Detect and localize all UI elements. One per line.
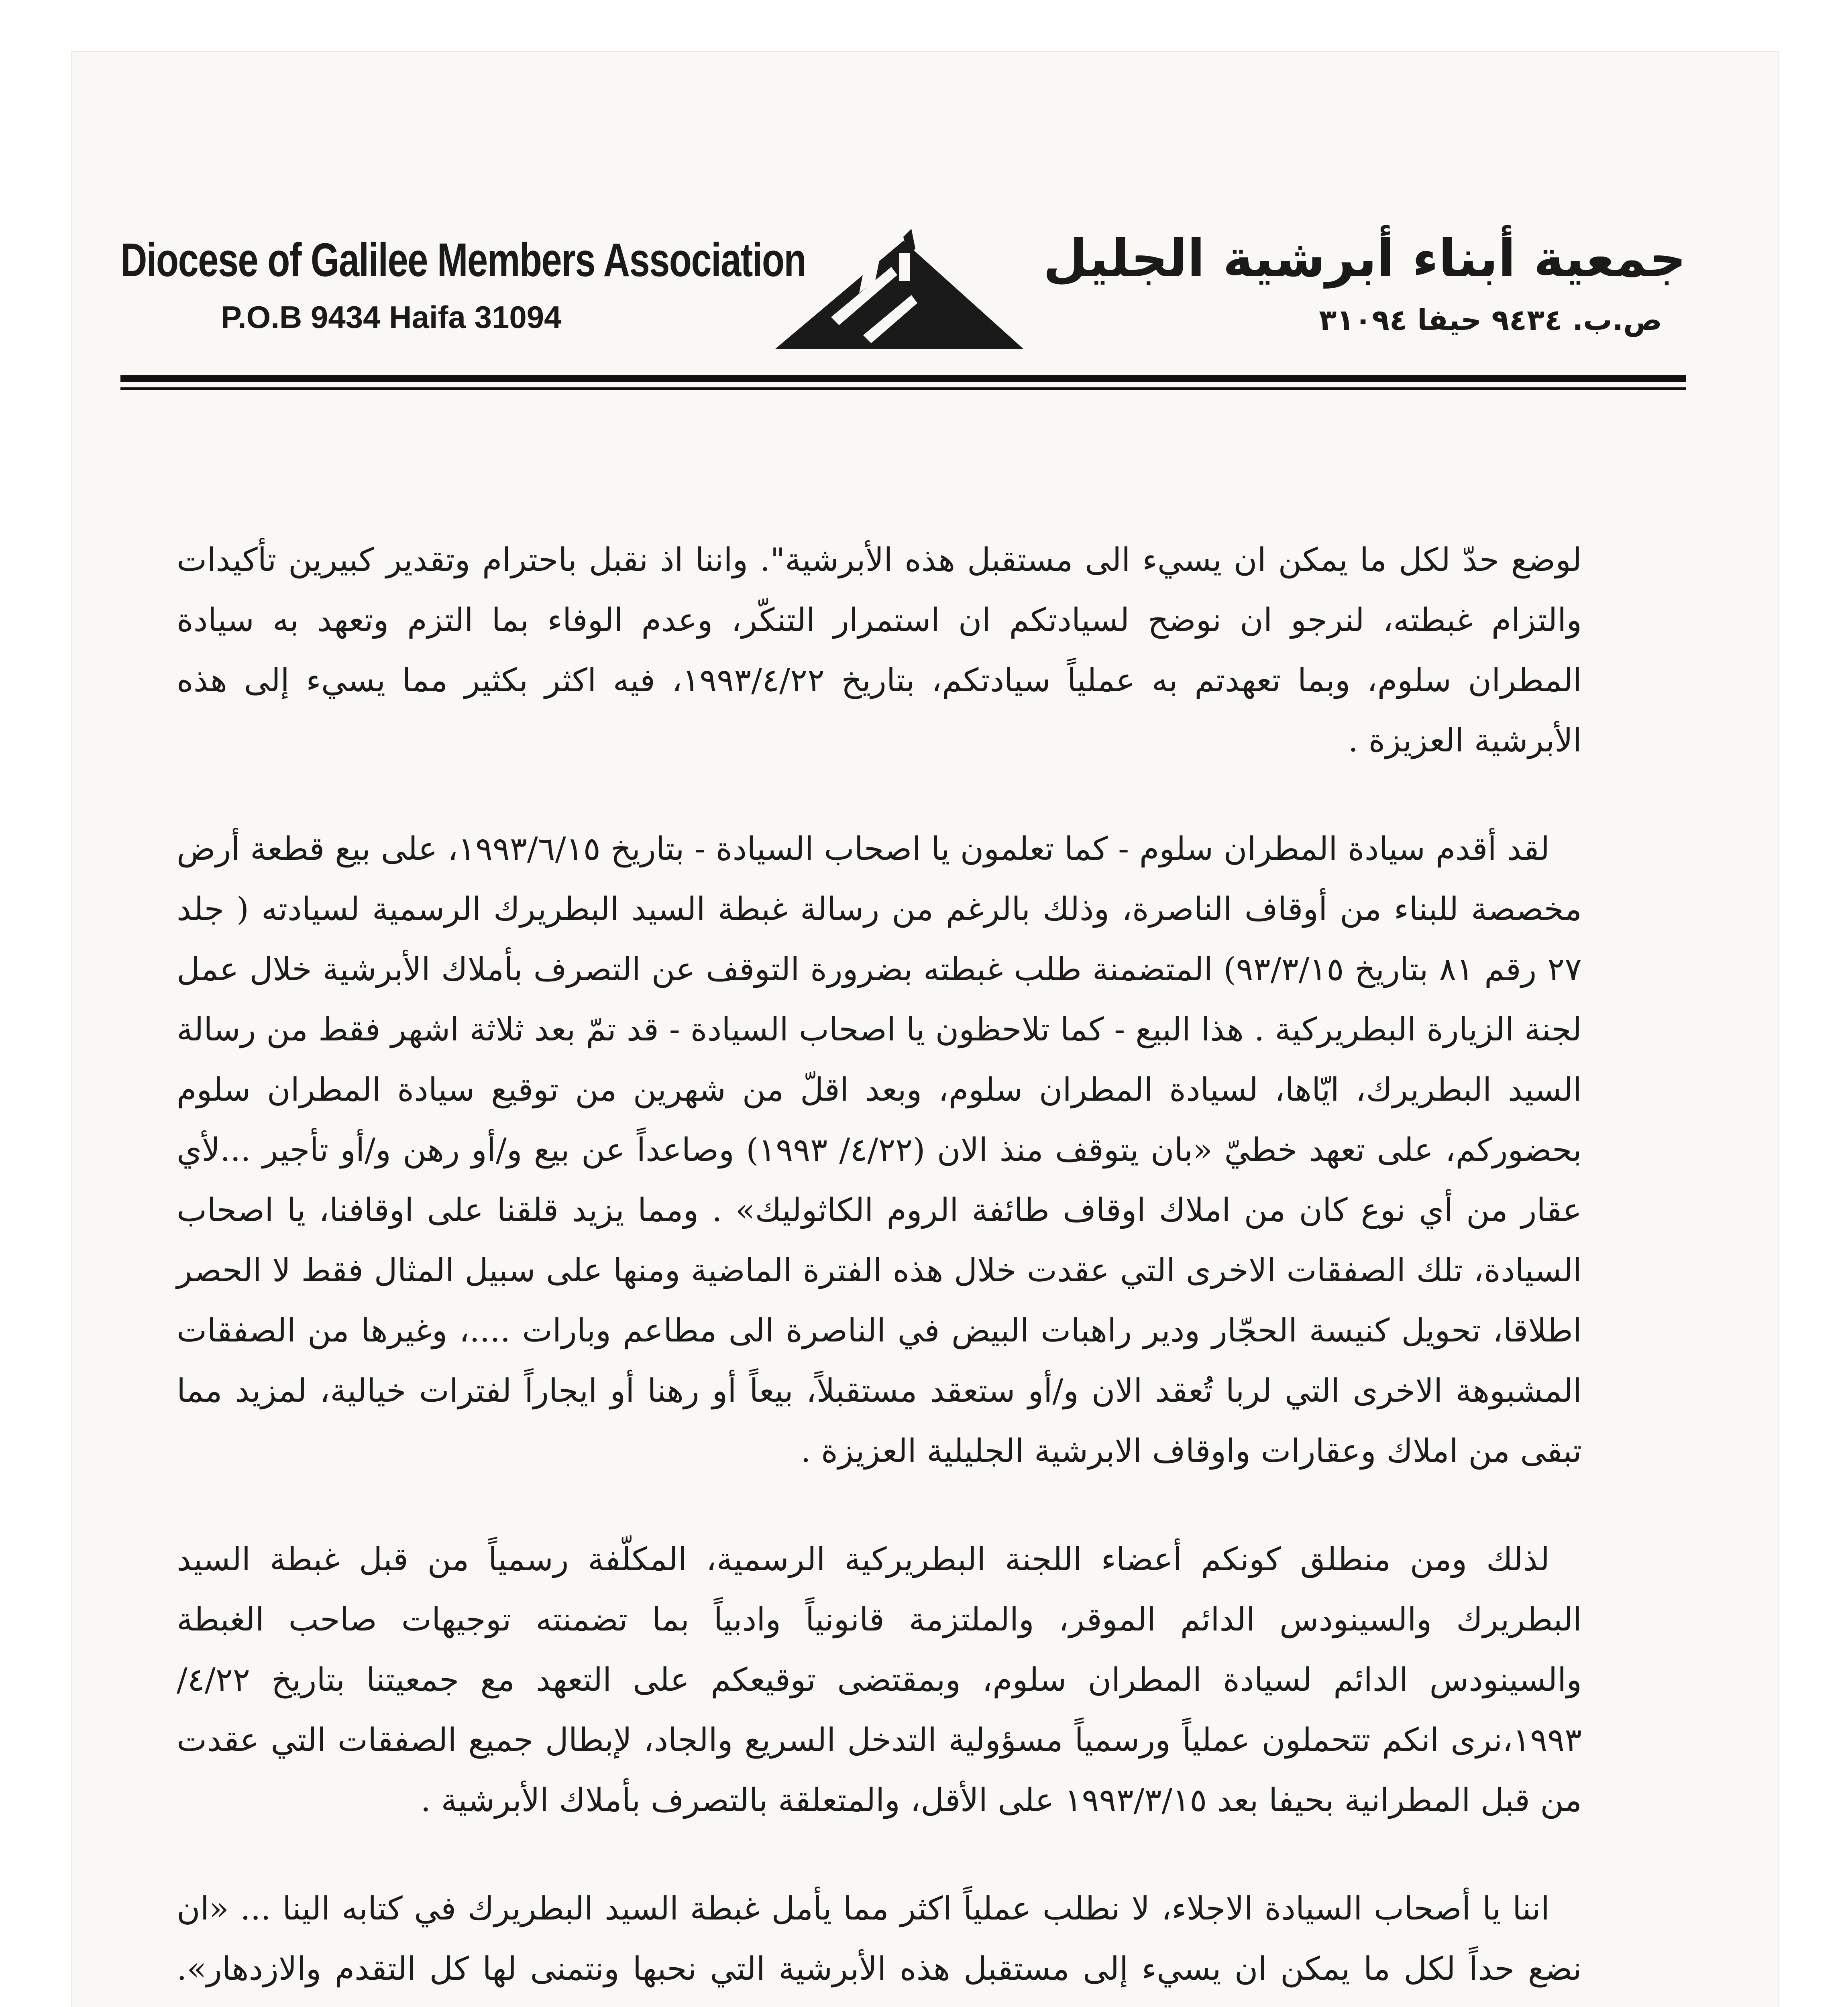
letterhead [120, 225, 1686, 361]
pob-arabic: ص.ب. ٩٤٣٤ حيفا ٣١٠٩٤ [1319, 303, 1662, 337]
paragraph: اننا يا أصحاب السيادة الاجلاء، لا نطلب عملياً اكثر مما يأمل غبطة السيد البطريرك في كتابه الينا ... «ان نضع حداً لكل ما يمكن ان يسيء إلى مستقبل هذه الأبرشية التي نحبها ونتمنى لها كل التقدم والازدهار». [177, 1890, 1582, 1987]
triangle-mountain-logo-icon [771, 225, 1028, 353]
org-name-english: Diocese of Galilee Members Association [120, 234, 806, 287]
pob-english: P.O.B 9434 Haifa 31094 [221, 299, 562, 335]
header-divider-thick [120, 375, 1686, 382]
paragraph: لوضع حدّ لكل ما يمكن ان يسيء الى مستقبل هذه الأبرشية". واننا اذ نقبل باحترام وتقدير كبيرين تأكيدات والتزام غبطته، لنرجو ان نوضح لسيادتكم ان استمرار التنكّر، وعدم الوفاء بما التزم وتعهد به سيادة المطران سلوم، وبما تعهدتم به عملياً سيادتكم، بتاريخ ١٩٩٣/٤/٢٢، فيه اكثر بكثير مما يسيء إلى هذه الأبرشية العزيزة . [177, 541, 1582, 759]
header-divider-thin [120, 387, 1686, 390]
org-name-arabic: جمعية أبناء أبرشية الجليل [1043, 229, 1686, 289]
paragraph: لذلك ومن منطلق كونكم أعضاء اللجنة البطريركية الرسمية، المكلّفة رسمياً من قبل غبطة السيد البطريرك والسينودس الدائم الموقر، والملتزمة قانونياً وادبياً بما تضمنته توجيهات صاحب الغبطة والسينودس الدائم لسيادة المطران سلوم، وبمقتضى توقيعكم على التعهد مع جمعيتنا بتاريخ ٤/٢٢/ ١٩٩٣،نرى انكم تتحملون عملياً ورسمياً مسؤولية التدخل السريع والجاد، لإبطال جميع الصفقات التي عقدت من قبل المطرانية بحيفا بعد ١٩٩٣/٣/١٥ على الأقل، والمتعلقة بالتصرف بأملاك الأبرشية . [177, 1541, 1582, 1819]
paragraph: لقد أقدم سيادة المطران سلوم - كما تعلمون يا اصحاب السيادة - بتاريخ ١٩٩٣/٦/١٥، على بيع قطعة أرض مخصصة للبناء من أوقاف الناصرة، وذلك بالرغم من رسالة غبطة السيد البطريرك الرسمية لسيادته ( جلد ٢٧ رقم ٨١ بتاريخ ٩٣/٣/١٥) المتضمنة طلب غبطته بضرورة التوقف عن التصرف بأملاك الأبرشية خلال عمل لجنة الزيارة البطريركية . هذا البيع - كما تلاحظون يا اصحاب السيادة - قد تمّ بعد ثلاثة اشهر فقط من رسالة السيد البطريرك، ايّاها، لسيادة المطران سلوم، وبعد اقلّ من شهرين من توقيع سيادة المطران سلوم بحضوركم، على تعهد خطيّ «بان يتوقف منذ الان (٤/٢٢/ ١٩٩٣) وصاعداً عن بيع و/أو رهن و/أو تأجير ...لأي عقار من أي نوع كان من املاك اوقاف طائفة الروم الكاثوليك» . ومما يزيد قلقنا على اوقافنا، يا اصحاب السيادة، تلك الصفقات الاخرى التي عقدت خلال هذه الفترة الماضية ومنها على سبيل المثال فقط لا الحصر اطلاقا، تحويل كنيسة الحجّار ودير راهبات البيض في الناصرة الى مطاعم وبارات ....، وغيرها من الصفقات المشبوهة الاخرى التي لربا تُعقد الان و/أو ستعقد مستقبلاً، بيعاً أو رهنا أو ايجاراً لفترات خيالية، لمزيد مما تبقى من املاك وعقارات واوقاف الابرشية الجليلية العزيزة . [177, 830, 1582, 1470]
letter-body [177, 530, 1582, 2007]
